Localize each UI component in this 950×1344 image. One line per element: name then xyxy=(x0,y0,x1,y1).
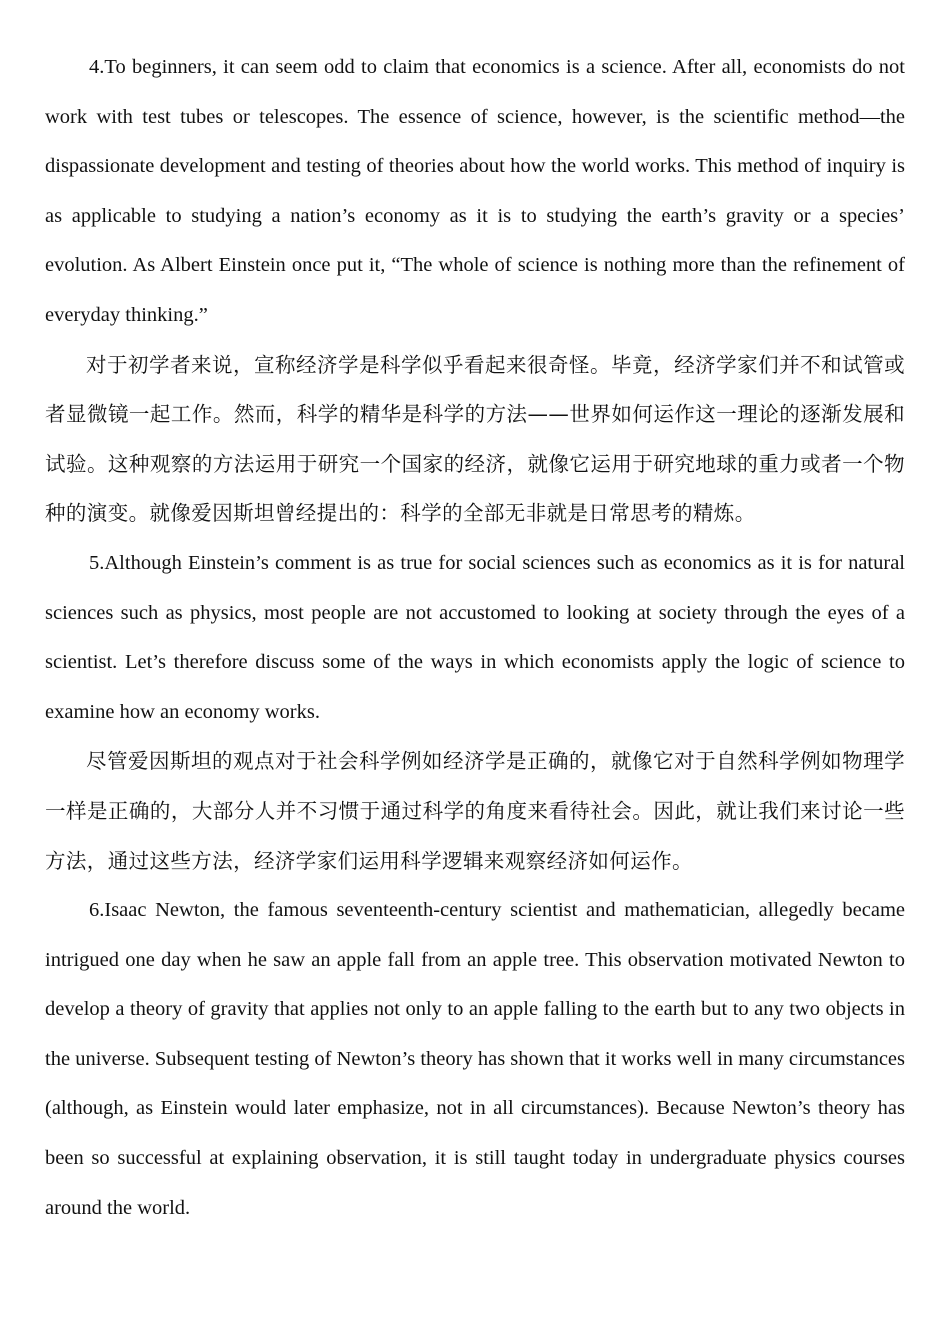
paragraph-5-chinese: 尽管爱因斯坦的观点对于社会科学例如经济学是正确的，就像它对于自然科学例如物理学一样是正确的，大部分人并不习惯于通过科学的角度来看待社会。因此，就让我们来讨论一些方法，通过这些方法，经济学家们运用科学逻辑来观察经济如何运作。 xyxy=(45,749,905,873)
paragraph-5-english: 5.Although Einstein’s comment is as true for social sciences such as economics as it is for natural sciences such as physics, most people are not accustomed to looking at society through the eyes of a scientist. Let’s therefore discuss some of the ways in which economists apply the logic of science to examine how an economy works. xyxy=(45,551,905,723)
paragraph-4-english: 4.To beginners, it can seem odd to claim that economics is a science. After all, economists do not work with test tubes or telescopes. The essence of science, however, is the scientific method—the dispassionate development and testing of theories about how the world works. This method of inquiry is as applicable to studying a nation’s economy as it is to studying the earth’s gravity or a species’ evolution. As Albert Einstein once put it, “The whole of science is nothing more than the refinement of everyday thinking.” xyxy=(45,56,905,326)
document-page xyxy=(45,43,905,1233)
paragraph-6-english: 6.Isaac Newton, the famous seventeenth-century scientist and mathematician, allegedly became intrigued one day when he saw an apple fall from an apple tree. This observation motivated Newton to develop a theory of gravity that applies not only to an apple falling to the earth but to any two objects in the universe. Subsequent testing of Newton’s theory has shown that it works well in many circumstances (although, as Einstein would later emphasize, not in all circumstances). Because Newton’s theory has been so successful at explaining observation, it is still taught today in undergraduate physics courses around the world. xyxy=(45,899,905,1219)
paragraph-4-chinese: 对于初学者来说，宣称经济学是科学似乎看起来很奇怪。毕竟，经济学家们并不和试管或者显微镜一起工作。然而，科学的精华是科学的方法——世界如何运作这一理论的逐渐发展和试验。这种观察的方法运用于研究一个国家的经济，就像它运用于研究地球的重力或者一个物种的演变。就像爱因斯坦曾经提出的：科学的全部无非就是日常思考的精炼。 xyxy=(45,352,905,526)
